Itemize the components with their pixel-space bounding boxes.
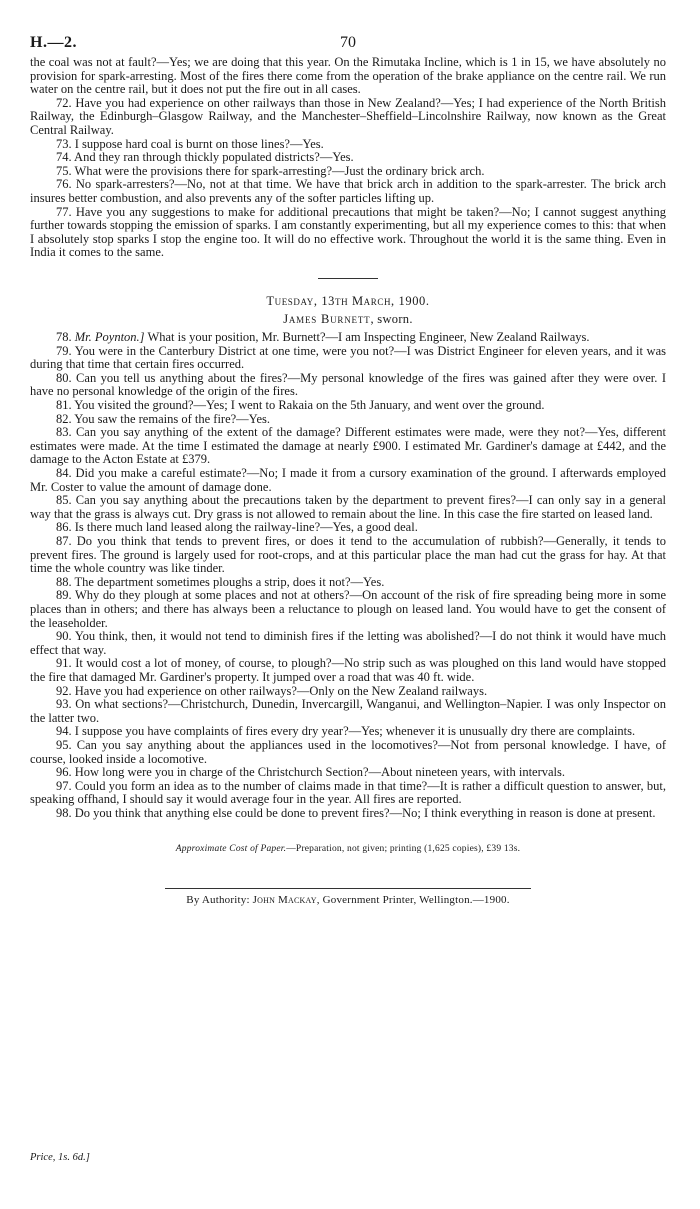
page-number: 70 xyxy=(340,34,356,51)
document-page xyxy=(30,34,666,1163)
paragraph: 91. It would cost a lot of money, of course, to plough?—No strip such as was ploughed on this land would have stopped the fire that damaged Mr. Gardiner's property. It jumped over a road that was 40 ft. wide. xyxy=(30,656,666,684)
authority-line xyxy=(30,894,666,906)
paragraph: 73. I suppose hard coal is burnt on those lines?—Yes. xyxy=(56,136,324,151)
paragraph: the coal was not at fault?—Yes; we are doing that this year. On the Rimutaka Incline, which is 1 in 15, we have absolutely no provision for spark-arresting. Most of the fires there come from the operation of the brake appliance on the centre rail. We run water on the centre rail, but it does not put the fire out in all cases. xyxy=(30,55,666,97)
paragraph: 89. Why do they plough at some places and not at others?—On account of the risk of fire spreading being more in some places than in others; and there has always been a reluctance to plough on leased land. You would have to get the consent of the leaseholder. xyxy=(30,588,666,630)
paragraph: 81. You visited the ground?—Yes; I went to Rakaia on the 5th January, and went over the ground. xyxy=(56,398,545,413)
paragraph: 88. The department sometimes ploughs a strip, does it not?—Yes. xyxy=(56,574,385,589)
paragraph: 92. Have you had experience on other railways?—Only on the New Zealand railways. xyxy=(56,683,488,698)
price-note: Price, 1s. 6d.] xyxy=(30,1152,90,1163)
paragraph xyxy=(30,331,666,345)
paragraph: 85. Can you say anything about the precautions taken by the department to prevent fires?—I can only say in a general way that the grass is always cut. Dry grass is not allowed to remain about the line. In this case the fire started on leased land. xyxy=(30,493,666,521)
speaker: Mr. Poynton.] xyxy=(74,330,145,345)
paragraph: 95. Can you say anything about the appliances used in the locomotives?—Not from personal knowledge. I have, of course, looked inside a locomotive. xyxy=(30,737,666,766)
cost-text: —Preparation, not given; printing (1,625 copies), £39 13s. xyxy=(286,844,521,855)
authority-suffix: , Government Printer, Wellington.—1900. xyxy=(316,894,510,907)
printer-name: John Mackay xyxy=(252,894,317,907)
paragraph: 77. Have you any suggestions to make for additional precautions that might be taken?—No; I cannot suggest anything further towards stopping the emission of sparks. I am constantly experimenting, but all my experience comes to this: that when I absolutely stop sparks I stop the engine too. It will do no effective work. Throughout the world it is the same thing. Even in India it comes to the same. xyxy=(30,204,666,260)
paragraph: 87. Do you think that tends to prevent fires, or does it tend to the accumulation of rubbish?—Generally, it tends to prevent fires. The ground is largely used for root-crops, and at this particular place the man had cut the grass for hay. At that time the whole country was like tinder. xyxy=(30,534,666,576)
paragraph: 94. I suppose you have complaints of fires every dry year?—Yes; whenever it is unusually dry there are complaints. xyxy=(56,724,636,739)
paragraph: 84. Did you make a careful estimate?—No; I made it from a cursory examination of the ground. I afterwards employed Mr. Coster to value the amount of damage done. xyxy=(30,466,666,494)
paragraph: 83. Can you say anything of the extent of the damage? Different estimates were made, were they not?—Yes, different estimates were made. At the time I estimated the damage at nearly £900. I estimated Mr. Gardiner's damage at £442, and the damage to the Acton Estate at £379. xyxy=(30,425,666,467)
body-text xyxy=(30,56,666,820)
paragraph: 79. You were in the Canterbury District at one time, were you not?—I was District Engineer for eleven years, and it was during that time that certain fires occurred. xyxy=(30,343,666,372)
document-reference: H.—2. xyxy=(30,34,77,51)
page-header xyxy=(30,34,666,56)
witness-line xyxy=(30,313,666,327)
authority-prefix: By Authority: xyxy=(186,894,253,907)
paragraph: 72. Have you had experience on other railways than those in New Zealand?—Yes; I had experience of the North British Railway, the Edinburgh–Glasgow Railway, and the Manchester–Sheffield–Lincolnshire Railway, now known as the Great Central Railway. xyxy=(30,95,666,137)
paragraph: 93. On what sections?—Christchurch, Dunedin, Invercargill, Wanganui, and Wellington–Napier. I was only Inspector on the latter two. xyxy=(30,697,666,725)
paragraph: 97. Could you form an idea as to the number of claims made in that time?—It is rather a difficult question to answer, but, speaking offhand, I should say it would average four in the year. All fires are reported. xyxy=(30,778,666,807)
paragraph: 96. How long were you in charge of the Christchurch Section?—About nineteen years, with intervals. xyxy=(56,765,566,780)
paragraph: 75. What were the provisions there for spark-arresting?—Just the ordinary brick arch. xyxy=(56,163,485,178)
paragraph: 98. Do you think that anything else could be done to prevent fires?—No; I think everything in reason is done at present. xyxy=(56,805,656,820)
section-divider xyxy=(318,278,378,279)
witness-name: James Burnett xyxy=(283,311,371,326)
question-text: What is your position, Mr. Burnett?—I am Inspecting Engineer, New Zealand Railways. xyxy=(144,330,590,345)
paragraph: 76. No spark-arresters?—No, not at that time. We have that brick arch in addition to the spark-arrester. The brick arch insures better combustion, and also prevents any of the softer particles lifting up. xyxy=(30,177,666,205)
witness-suffix: , sworn. xyxy=(370,311,413,326)
cost-label: Approximate Cost of Paper. xyxy=(175,844,287,855)
paragraph: 90. You think, then, it would not tend to diminish fires if the letting was abolished?—I do not think it would have much effect that way. xyxy=(30,629,666,657)
paragraph: 82. You saw the remains of the fire?—Yes. xyxy=(56,411,270,426)
cost-note xyxy=(30,844,666,854)
footer-rule xyxy=(165,888,531,889)
session-date: Tuesday, 13th March, 1900. xyxy=(266,293,430,308)
question-number: 78. xyxy=(56,330,72,345)
paragraph: 86. Is there much land leased along the railway-line?—Yes, a good deal. xyxy=(56,520,418,535)
paragraph: 74. And they ran through thickly populated districts?—Yes. xyxy=(56,150,354,165)
paragraph: 80. Can you tell us anything about the fires?—My personal knowledge of the fires was gained after they were over. I have no personal knowledge of the origin of the fires. xyxy=(30,370,666,399)
